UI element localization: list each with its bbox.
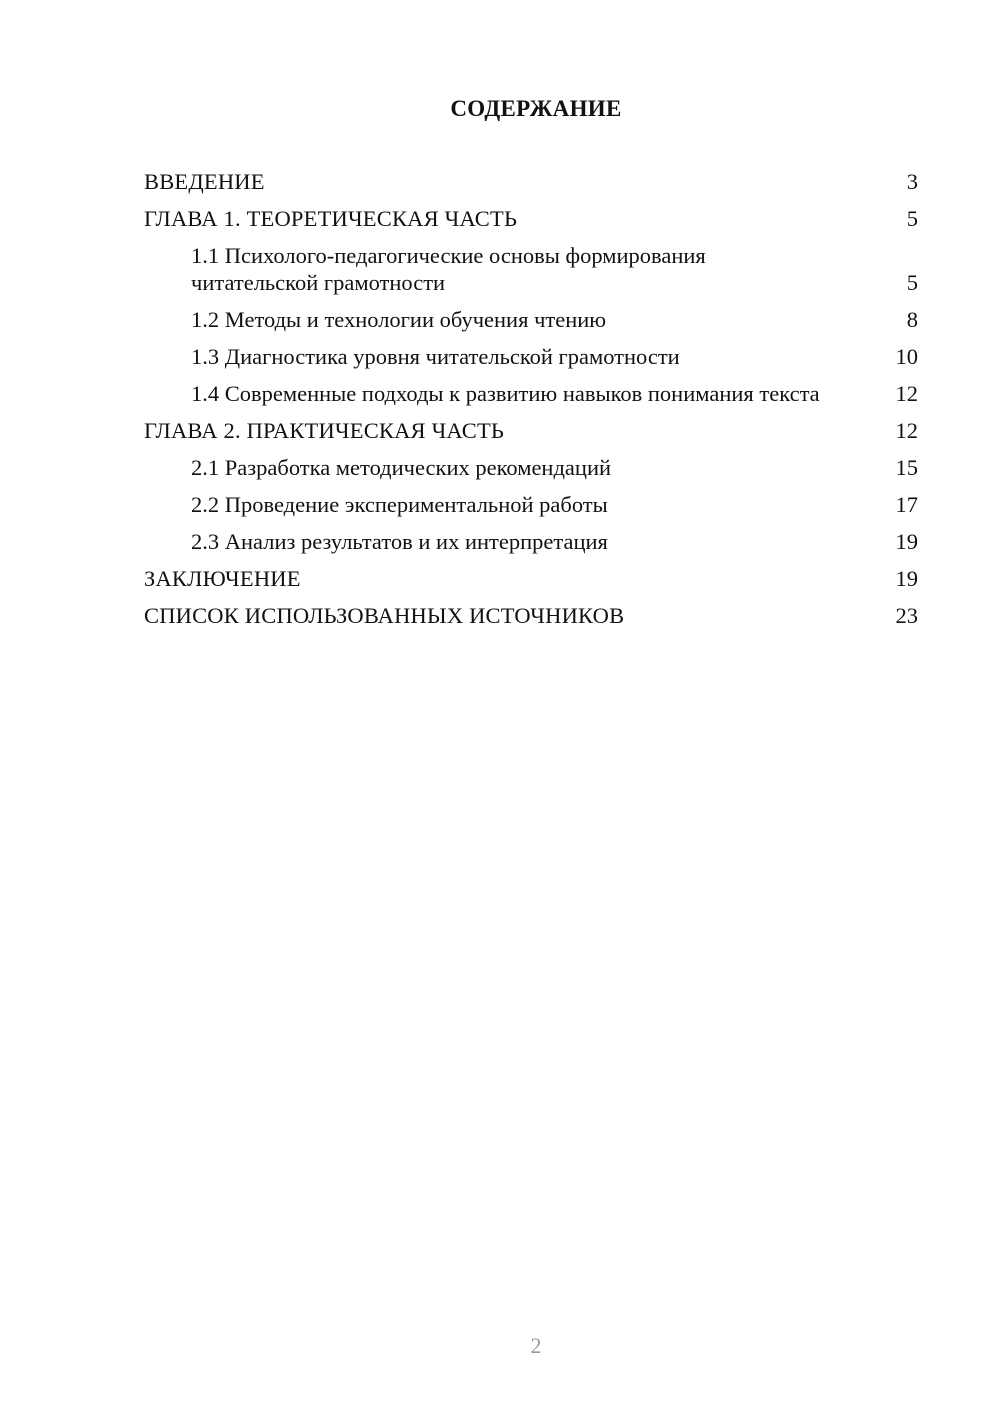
toc-entry-text: 2.1 Разработка методических рекомендаций [191, 455, 612, 480]
toc-entry-section-1-3[interactable] [144, 343, 918, 370]
toc-entry-page: 3 [906, 169, 918, 194]
toc-entry-text: ЗАКЛЮЧЕНИЕ [144, 566, 301, 591]
toc-entry-page: 17 [895, 492, 918, 517]
toc-entry-text: 1.4 Современные подходы к развитию навыков понимания текста [191, 381, 820, 406]
toc-entry-references[interactable] [144, 602, 918, 629]
toc-entry-text: 1.3 Диагностика уровня читательской грамотности [191, 344, 680, 369]
toc-entry-text: 1.1 Психолого-педагогические основы формирования читательской грамотности [191, 243, 706, 295]
toc-entry-page: 19 [895, 529, 918, 554]
toc-entry-text: 2.2 Проведение экспериментальной работы [191, 492, 608, 517]
toc-entry-text: 1.2 Методы и технологии обучения чтению [191, 307, 607, 332]
toc-entry-introduction[interactable] [144, 168, 918, 195]
toc-entry-page: 12 [895, 418, 918, 443]
toc-entry-page: 15 [895, 455, 918, 480]
toc-entry-text: ГЛАВА 1. ТЕОРЕТИЧЕСКАЯ ЧАСТЬ [144, 206, 518, 231]
toc-entry-page: 12 [895, 381, 918, 406]
toc-entry-page: 23 [895, 603, 918, 628]
toc-entry-section-1-2[interactable] [144, 306, 918, 333]
toc-entry-page: 5 [906, 206, 918, 231]
toc-entry-page: 19 [895, 566, 918, 591]
toc-entry-text: ГЛАВА 2. ПРАКТИЧЕСКАЯ ЧАСТЬ [144, 418, 505, 443]
toc-entry-section-2-1[interactable] [144, 454, 918, 481]
toc-entry-text: СПИСОК ИСПОЛЬЗОВАННЫХ ИСТОЧНИКОВ [144, 603, 625, 628]
toc-entry-section-1-4[interactable] [144, 380, 918, 407]
toc-entry-chapter-1[interactable] [144, 205, 918, 232]
toc-entry-page: 8 [906, 307, 918, 332]
toc-entry-page: 5 [906, 270, 918, 295]
toc-entry-text: ВВЕДЕНИЕ [144, 169, 265, 194]
toc-entry-text: 2.3 Анализ результатов и их интерпретация [191, 529, 608, 554]
page-number: 2 [530, 1333, 542, 1358]
toc-entry-section-1-1[interactable] [144, 242, 918, 296]
toc-entry-section-2-2[interactable] [144, 491, 918, 518]
toc-entry-chapter-2[interactable] [144, 417, 918, 444]
table-of-contents [144, 168, 918, 639]
page-title: СОДЕРЖАНИЕ [450, 96, 622, 121]
toc-entry-page: 10 [895, 344, 918, 369]
toc-entry-conclusion[interactable] [144, 565, 918, 592]
toc-entry-section-2-3[interactable] [144, 528, 918, 555]
